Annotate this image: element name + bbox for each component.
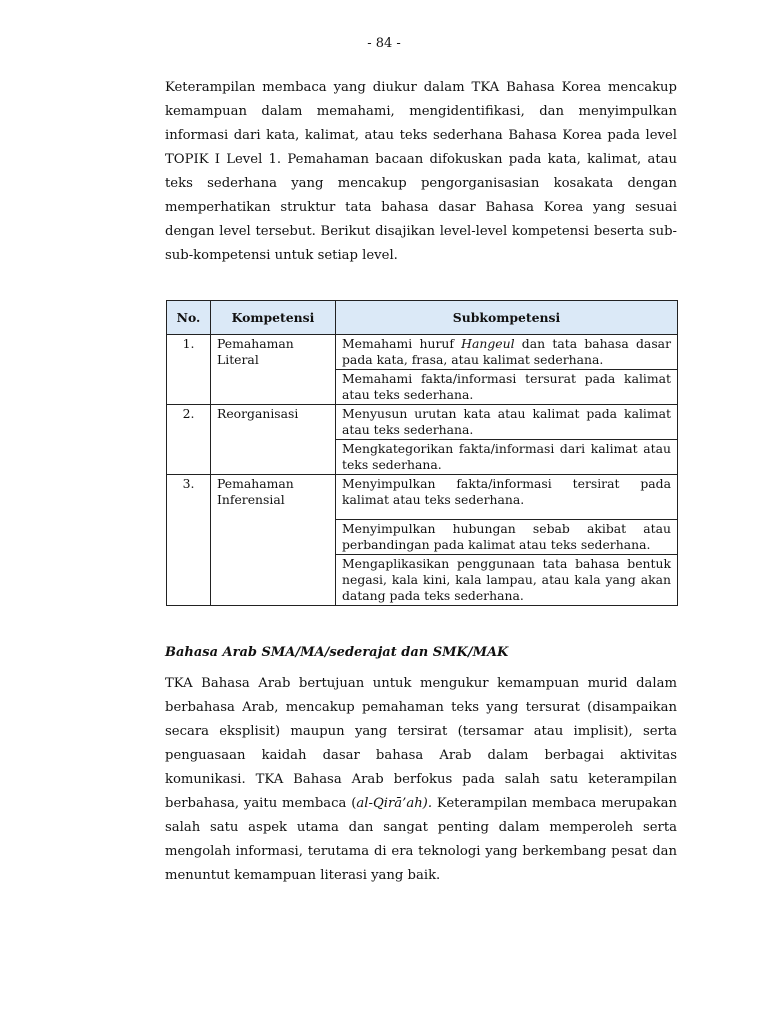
section-heading: Bahasa Arab SMA/MA/sederajat dan SMK/MAK bbox=[165, 645, 509, 660]
row-competency: Reorganisasi bbox=[211, 405, 336, 475]
row-competency: Pemahaman Literal bbox=[211, 335, 336, 405]
row-subcompetency: Memahami huruf Hangeul dan tata bahasa dasar pada kata, frasa, atau kalimat sederhana. bbox=[336, 335, 678, 370]
row-number: 1. bbox=[167, 335, 211, 405]
row-number: 3. bbox=[167, 475, 211, 606]
table-row bbox=[167, 475, 678, 520]
row-competency: Pemahaman Inferensial bbox=[211, 475, 336, 606]
header-no: No. bbox=[167, 301, 211, 335]
row-subcompetency: Menyusun urutan kata atau kalimat pada kalimat atau teks sederhana. bbox=[336, 405, 678, 440]
competency-table bbox=[166, 300, 678, 606]
row-subcompetency: Memahami fakta/informasi tersurat pada kalimat atau teks sederhana. bbox=[336, 370, 678, 405]
row-subcompetency: Menyimpulkan fakta/informasi tersirat pada kalimat atau teks sederhana. bbox=[336, 475, 678, 520]
table-header-row bbox=[167, 301, 678, 335]
row-subcompetency: Mengkategorikan fakta/informasi dari kalimat atau teks sederhana. bbox=[336, 440, 678, 475]
table-row bbox=[167, 335, 678, 370]
page-number: - 84 - bbox=[367, 36, 401, 51]
arab-paragraph: TKA Bahasa Arab bertujuan untuk mengukur kemampuan murid dalam berbahasa Arab, mencakup pemahaman teks yang tersurat (disampaikan secara eksplisit) maupun yang tersirat (tersamar atau implisit), serta penguasaan kaidah dasar bahasa Arab dalam berbagai aktivitas komunikasi. TKA Bahasa Arab berfokus pada salah satu keterampilan berbahasa, yaitu membaca (al-Qirā’ah). Keterampilan membaca merupakan salah satu aspek utama dan sangat penting dalam memperoleh serta mengolah informasi, terutama di era teknologi yang berkembang pesat dan menuntut kemampuan literasi yang baik. bbox=[165, 676, 677, 883]
row-subcompetency: Mengaplikasikan penggunaan tata bahasa bentuk negasi, kala kini, kala lampau, atau kala yang akan datang pada teks sederhana. bbox=[336, 555, 678, 606]
table-row bbox=[167, 405, 678, 440]
row-number: 2. bbox=[167, 405, 211, 475]
row-subcompetency: Menyimpulkan hubungan sebab akibat atau perbandingan pada kalimat atau teks sederhana. bbox=[336, 520, 678, 555]
intro-paragraph: Keterampilan membaca yang diukur dalam TKA Bahasa Korea mencakup kemampuan dalam memahami, mengidentifikasi, dan menyimpulkan informasi dari kata, kalimat, atau teks sederhana Bahasa Korea pada level TOPIK I Level 1. Pemahaman bacaan difokuskan pada kata, kalimat, atau teks sederhana yang mencakup pengorganisasian kosakata dengan memperhatikan struktur tata bahasa dasar Bahasa Korea yang sesuai dengan level tersebut. Berikut disajikan level-level kompetensi beserta sub-sub-kompetensi untuk setiap level. bbox=[165, 80, 677, 263]
header-subkompetensi: Subkompetensi bbox=[336, 301, 678, 335]
header-kompetensi: Kompetensi bbox=[211, 301, 336, 335]
